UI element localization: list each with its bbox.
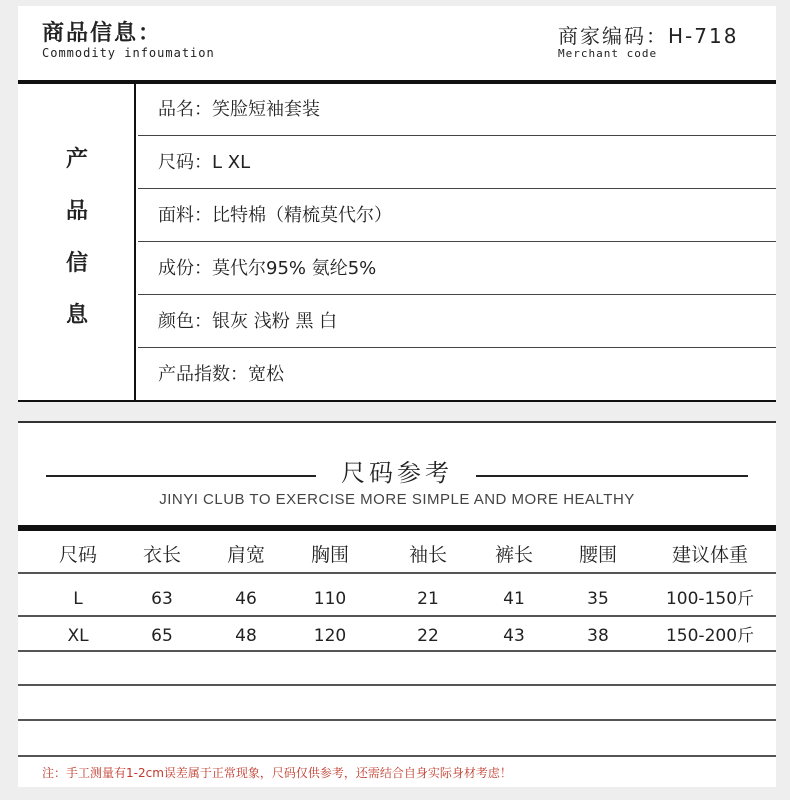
info-row-fit: 产品指数：宽松 [158, 364, 284, 385]
header-cell: 尺码 [58, 544, 97, 566]
table-row [18, 618, 776, 654]
product-info-table [18, 84, 776, 402]
merchant-code-subtitle: Merchant code [558, 47, 658, 60]
row-divider [18, 755, 776, 757]
info-row-size: 尺码：L XL [138, 137, 776, 189]
size-table-header [18, 537, 776, 573]
cell-length: 65 [151, 626, 173, 646]
row-divider [18, 615, 776, 617]
cell-length: 63 [151, 589, 173, 609]
side-label-char: 品 [65, 199, 88, 224]
size-chart [18, 421, 776, 787]
row-divider [18, 650, 776, 652]
cell-pants-length: 43 [503, 626, 525, 646]
cell-weight: 150-200斤 [665, 626, 755, 646]
table-row [18, 581, 776, 617]
cell-chest: 110 [313, 589, 347, 609]
side-label-char: 息 [65, 303, 88, 328]
cell-size: L [73, 589, 83, 609]
commodity-header [18, 6, 776, 82]
size-chart-title-text: 尺码参考 [331, 459, 463, 487]
side-label-char: 信 [65, 251, 88, 276]
cell-sleeve: 21 [417, 589, 439, 609]
cell-weight: 100-150斤 [665, 589, 755, 609]
row-divider [18, 684, 776, 686]
commodity-info-title: 商品信息： [42, 21, 163, 46]
header-cell: 裤长 [494, 544, 533, 566]
header-cell: 衣长 [142, 544, 181, 566]
header-cell: 胸围 [310, 544, 349, 566]
cell-shoulder: 46 [235, 589, 257, 609]
cell-chest: 120 [313, 626, 347, 646]
cell-waist: 38 [587, 626, 609, 646]
measurement-note: 注：手工测量有1-2cm误差属于正常现象，尺码仅供参考，还需结合自身实际身材考虑！ [42, 766, 512, 780]
info-row-fabric: 面料：比特棉（精梳莫代尔） [138, 190, 776, 242]
cell-sleeve: 22 [417, 626, 439, 646]
cell-size: XL [67, 626, 89, 646]
header-cell: 肩宽 [226, 544, 265, 566]
header-cell: 袖长 [408, 544, 447, 566]
product-info-side-label [18, 84, 136, 400]
header-cell: 腰围 [578, 544, 617, 566]
header-cell: 建议体重 [671, 544, 748, 566]
info-row-name: 品名：笑脸短袖套装 [138, 84, 776, 136]
cell-shoulder: 48 [235, 626, 257, 646]
commodity-info-subtitle: Commodity infoumation [42, 46, 215, 60]
size-chart-subtitle: JINYI CLUB TO EXERCISE MORE SIMPLE AND MORE HEALTHY [159, 491, 635, 508]
cell-waist: 35 [587, 589, 609, 609]
cell-pants-length: 41 [503, 589, 525, 609]
size-chart-divider [18, 525, 776, 531]
size-chart-title [18, 453, 776, 488]
side-label-char: 产 [65, 147, 88, 172]
row-divider [18, 572, 776, 574]
row-divider [18, 719, 776, 721]
info-row-colors: 颜色：银灰 浅粉 黑 白 [138, 296, 776, 348]
merchant-code-title: 商家编码：H-718 [558, 24, 739, 48]
info-row-composition: 成份：莫代尔95% 氨纶5% [138, 243, 776, 295]
size-chart-top-border [18, 421, 776, 423]
